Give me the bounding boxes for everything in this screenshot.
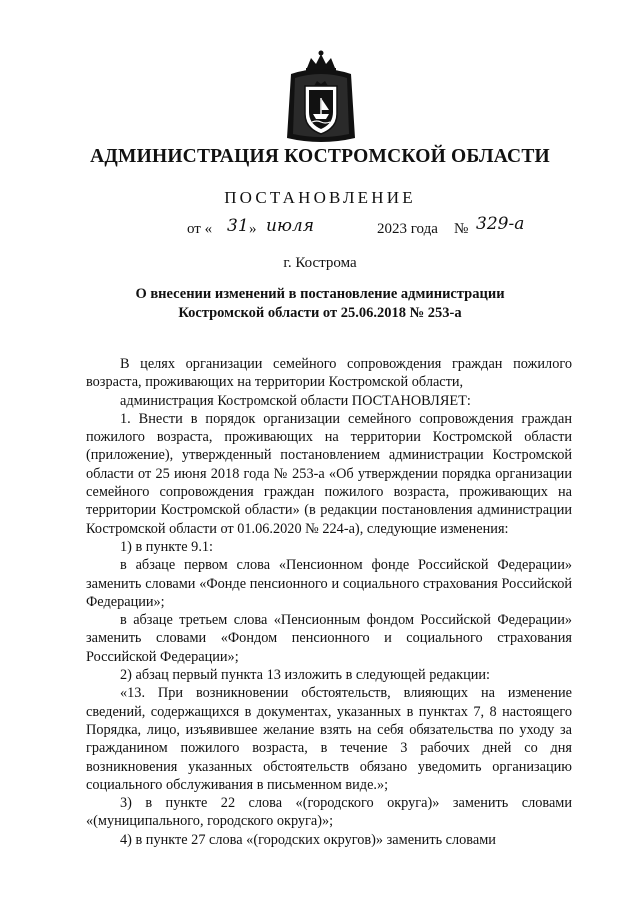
paragraph: 2) абзац первый пункта 13 изложить в следующей редакции: — [120, 667, 491, 684]
document-title — [0, 285, 640, 323]
title-line-2: Костромской области от 25.06.2018 № 253-а — [178, 305, 462, 321]
organization-name: АДМИНИСТРАЦИЯ КОСТРОМСКОЙ ОБЛАСТИ — [90, 146, 550, 167]
paragraph: 4) в пункте 27 слова «(городских округов)» заменить словами — [120, 831, 496, 848]
paragraph: «13. При возникновении обстоятельств, влияющих на изменение сведений, содержащихся в документах, указанных в пунктах 7, 8 настоящего Порядка, лицо, изъявившее желание взять на себя обязательства по уходу за гражданином пожилого возраста, в течение 3 рабочих дней со дня возникновения указанных обстоятельств обязано уведомить организацию социального обслуживания в письменном виде.»; — [86, 685, 572, 793]
city: г. Кострома — [283, 255, 357, 271]
document-type: ПОСТАНОВЛЕНИЕ — [224, 188, 416, 207]
paragraph: в абзаце третьем слова «Пенсионным фондом Российской Федерации» заменить словами «Фондом пенсионного и социального страхования Российской Федерации»; — [86, 612, 572, 665]
date-year: 2023 года — [377, 221, 438, 237]
document-number-handwritten: 329-а — [476, 214, 525, 234]
number-sign: № — [454, 221, 469, 237]
date-prefix: от « — [187, 221, 213, 237]
paragraph: 3) в пункте 22 слова «(городского округа)» заменить словами «(муниципального, городского округа)»; — [86, 795, 572, 830]
paragraph: В целях организации семейного сопровождения граждан пожилого возраста, проживающих на территории Костромской области, — [86, 356, 572, 391]
date-day-handwritten: 31 — [227, 216, 249, 236]
coat-of-arms-emblem — [283, 50, 359, 146]
paragraph: администрация Костромской области ПОСТАНОВЛЯЕТ: — [120, 392, 471, 409]
document-body — [86, 355, 572, 849]
date-month-handwritten: июля — [266, 216, 314, 236]
paragraph: 1. Внести в порядок организации семейного сопровождения граждан пожилого возраста, проживающих на территории Костромской области (приложение), утвержденный постановлением администрации Костромской области от 25 июня 2018 года № 253-а «Об утверждении порядка организации семейного сопровождения граждан пожилого возраста, проживающих на территории Костромской области» (в редакции постановления администрации Костромской области от 01.06.2020 № 224-а), следующие изменения: — [86, 410, 572, 537]
paragraph: в абзаце первом слова «Пенсионном фонде Российской Федерации» заменить словами «Фонде пенсионного и социального страхования Российской Федерации»; — [86, 557, 572, 610]
paragraph: 1) в пункте 9.1: — [120, 538, 214, 555]
date-and-number-line — [0, 214, 640, 243]
title-line-1: О внесении изменений в постановление администрации — [135, 286, 505, 302]
date-close-quote: » — [249, 221, 257, 237]
